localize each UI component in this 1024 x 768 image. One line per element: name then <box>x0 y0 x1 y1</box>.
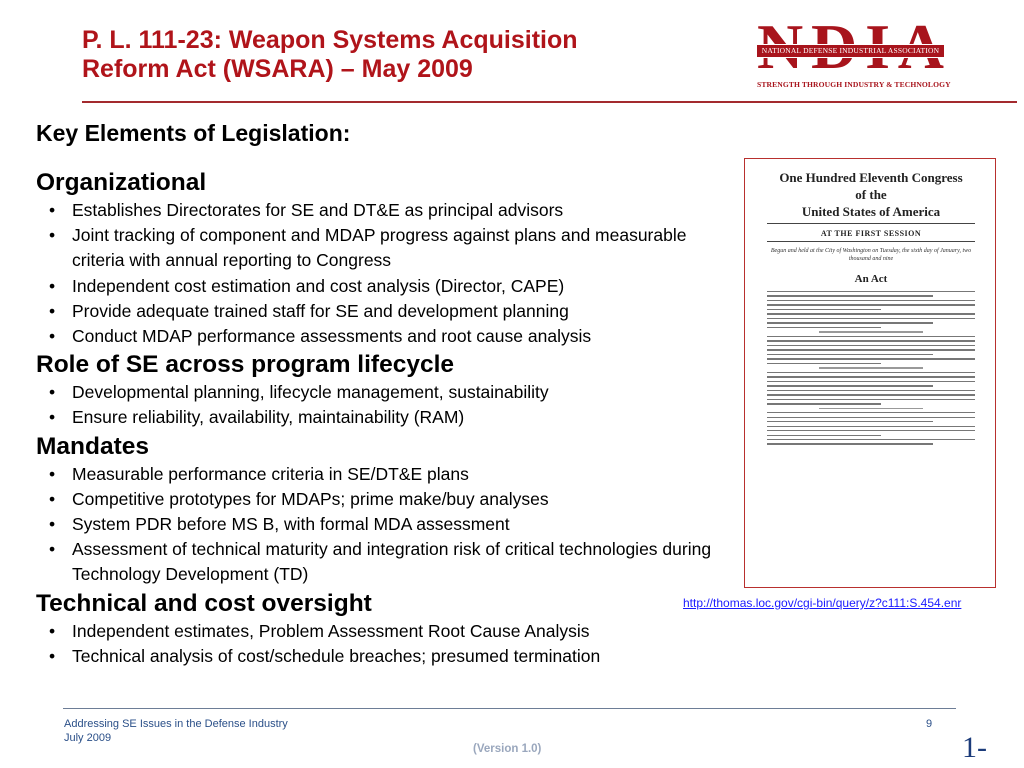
document-text-line <box>767 376 975 377</box>
document-session: AT THE FIRST SESSION <box>820 229 922 238</box>
content-body <box>36 167 736 669</box>
document-text-line <box>767 417 975 418</box>
document-text-line <box>767 358 975 359</box>
bullet-item: • Independent cost estimation and cost analysis (Director, CAPE) <box>36 274 736 299</box>
document-text-line <box>767 412 975 413</box>
document-text-line <box>767 345 975 346</box>
document-text-line <box>767 304 975 305</box>
document-text-line <box>767 394 975 395</box>
document-text-line <box>819 331 923 332</box>
document-text-line <box>767 399 975 400</box>
document-text-line <box>767 322 933 323</box>
slide-title-line-1: P. L. 111-23: Weapon Systems Acquisition <box>82 26 578 54</box>
bullet-list <box>36 198 736 349</box>
footer-presentation-title: Addressing SE Issues in the Defense Industry <box>64 718 288 730</box>
document-heading-line-1: One Hundred Eleventh Congress <box>779 170 963 185</box>
footer-divider <box>63 708 956 709</box>
legislation-link[interactable]: http://thomas.loc.gov/cgi-bin/query/z?c111:S.454.enr <box>683 596 962 610</box>
legislation-document-image <box>744 158 996 588</box>
section-heading: Role of SE across program lifecycle <box>36 351 455 379</box>
bullet-list <box>36 462 736 588</box>
document-text-line <box>767 363 881 364</box>
document-rule <box>767 241 975 242</box>
document-heading <box>767 169 975 220</box>
section-mandates <box>36 431 736 588</box>
footer-date: July 2009 <box>64 732 112 744</box>
bullet-item: • Measurable performance criteria in SE/DT&E plans <box>36 462 736 487</box>
document-text-line <box>819 367 923 368</box>
version-label: (Version 1.0) <box>473 743 542 755</box>
document-text-line <box>767 403 881 404</box>
slide-title <box>82 26 722 84</box>
section-heading: Technical and cost oversight <box>36 589 372 617</box>
document-text-line <box>767 291 975 292</box>
bullet-item: • Provide adequate trained staff for SE and development planning <box>36 299 736 324</box>
logo-band-text: NATIONAL DEFENSE INDUSTRIAL ASSOCIATION <box>757 45 944 57</box>
bullet-item: • Conduct MDAP performance assessments and root cause analysis <box>36 324 736 349</box>
document-heading-line-2: of the <box>855 187 887 202</box>
document-text-line <box>767 385 933 386</box>
bullet-item: • Technical analysis of cost/schedule breaches; presumed termination <box>36 644 736 669</box>
document-text-line <box>767 390 975 391</box>
section-role-of-se <box>36 349 736 430</box>
document-text-line <box>767 318 975 319</box>
document-text-line <box>767 354 933 355</box>
document-begun-text: Begun and held at the City of Washington on Tuesday, the sixth day of January, two thousand and nine <box>770 248 972 262</box>
slide-number: 1- <box>962 731 987 764</box>
document-text-line <box>767 295 933 296</box>
document-body-lines <box>767 291 975 445</box>
document-text-line <box>767 313 975 314</box>
bullet-item: • Competitive prototypes for MDAPs; prime make/buy analyses <box>36 487 736 512</box>
document-page <box>767 169 975 448</box>
document-text-line <box>767 349 975 350</box>
slide-title-line-2: Reform Act (WSARA) – May 2009 <box>82 55 473 83</box>
title-divider <box>82 101 1017 103</box>
bullet-item: • Establishes Directorates for SE and DT&E as principal advisors <box>36 198 736 223</box>
footer-info <box>64 717 288 745</box>
document-text-line <box>767 443 933 444</box>
slide-subtitle: Key Elements of Legislation: <box>36 120 351 146</box>
document-text-line <box>767 327 881 328</box>
document-act-title: An Act <box>854 273 888 285</box>
page-number: 9 <box>926 718 933 730</box>
bullet-item: • Developmental planning, lifecycle management, sustainability <box>36 380 736 405</box>
logo-tagline: STRENGTH THROUGH INDUSTRY & TECHNOLOGY <box>757 80 951 89</box>
ndia-logo <box>757 18 951 96</box>
document-text-line <box>767 421 933 422</box>
section-organizational <box>36 167 736 349</box>
document-text-line <box>767 340 975 341</box>
document-heading-line-3: United States of America <box>801 204 941 219</box>
section-heading: Organizational <box>36 169 207 196</box>
document-text-line <box>767 372 975 373</box>
bullet-item: • Assessment of technical maturity and integration risk of critical technologies during Technology Development (TD) <box>36 537 736 587</box>
document-text-line <box>767 430 975 431</box>
document-text-line <box>767 439 975 440</box>
bullet-list <box>36 619 736 669</box>
document-text-line <box>767 300 975 301</box>
document-text-line <box>819 408 923 409</box>
bullet-item: • Ensure reliability, availability, maintainability (RAM) <box>36 405 736 430</box>
bullet-item: • Independent estimates, Problem Assessment Root Cause Analysis <box>36 619 736 644</box>
bullet-item: • Joint tracking of component and MDAP progress against plans and measurable criteria with annual reporting to Congress <box>36 223 736 273</box>
document-text-line <box>767 381 975 382</box>
bullet-item: • System PDR before MS B, with formal MDA assessment <box>36 512 736 537</box>
document-text-line <box>767 336 975 337</box>
section-heading: Mandates <box>36 432 150 460</box>
document-text-line <box>767 426 975 427</box>
document-rule <box>767 223 975 224</box>
bullet-list <box>36 380 736 430</box>
section-technical-cost-oversight <box>36 588 736 669</box>
document-text-line <box>767 309 881 310</box>
document-text-line <box>767 435 881 436</box>
